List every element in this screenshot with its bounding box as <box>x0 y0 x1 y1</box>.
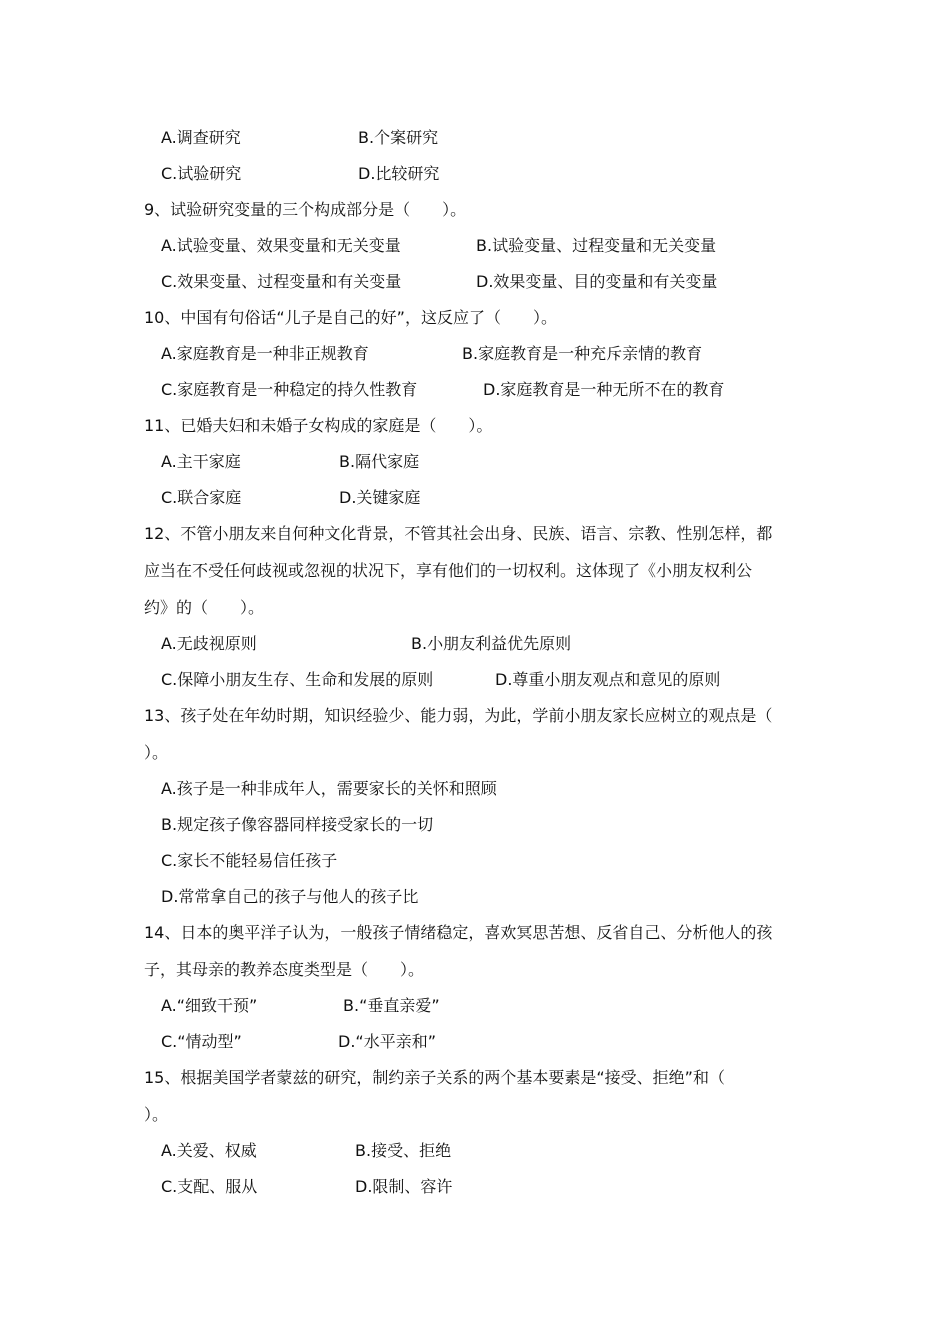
question-10-stem: 10、中国有句俗话“儿子是自己的好”，这反应了（ ）。 <box>144 308 557 327</box>
question-9-stem: 9、试验研究变量的三个构成部分是（ ）。 <box>144 200 467 219</box>
question-14-option-a: A.“细致干预” <box>161 996 258 1015</box>
question-12-option-a: A.无歧视原则 <box>161 634 257 653</box>
question-9-option-a: A.试验变量、效果变量和无关变量 <box>161 236 401 255</box>
question-13-option-d: D.常常拿自己的孩子与他人的孩子比 <box>161 887 419 906</box>
question-13-stem-line-1: 13、孩子处在年幼时期，知识经验少、能力弱，为此，学前小朋友家长应树立的观点是（ <box>144 706 773 725</box>
option-b: B.个案研究 <box>358 128 439 147</box>
question-13-option-c: C.家长不能轻易信任孩子 <box>161 851 338 870</box>
option-a: A.调查研究 <box>161 128 241 147</box>
option-c: C.试验研究 <box>161 164 242 183</box>
question-13-stem-line-2: ）。 <box>144 743 169 762</box>
question-10-option-c: C.家庭教育是一种稳定的持久性教育 <box>161 380 418 399</box>
question-9-option-b: B.试验变量、过程变量和无关变量 <box>476 236 717 255</box>
question-10-option-b: B.家庭教育是一种充斥亲情的教育 <box>462 344 703 363</box>
question-14-stem-line-2: 子，其母亲的教养态度类型是（ ）。 <box>144 960 425 979</box>
question-13-option-a: A.孩子是一种非成年人，需要家长的关怀和照顾 <box>161 779 497 798</box>
question-15-option-c: C.支配、服从 <box>161 1177 258 1196</box>
question-14-option-c: C.“情动型” <box>161 1032 242 1051</box>
question-15-option-b: B.接受、拒绝 <box>355 1141 452 1160</box>
question-15-option-d: D.限制、容许 <box>355 1177 453 1196</box>
question-15-option-a: A.关爱、权威 <box>161 1141 257 1160</box>
question-10-option-d: D.家庭教育是一种无所不在的教育 <box>483 380 725 399</box>
question-15-stem-line-1: 15、根据美国学者蒙兹的研究，制约亲子关系的两个基本要素是“接受、拒绝”和（ <box>144 1068 725 1087</box>
question-14-option-b: B.“垂直亲爱” <box>343 996 440 1015</box>
question-14-option-d: D.“水平亲和” <box>338 1032 436 1051</box>
question-12-stem-line-1: 12、不管小朋友来自何种文化背景，不管其社会出身、民族、语言、宗教、性别怎样，都 <box>144 524 773 543</box>
question-12-stem-line-2: 应当在不受任何歧视或忽视的状况下，享有他们的一切权利。这体现了《小朋友权利公 <box>144 561 753 580</box>
question-12-option-b: B.小朋友利益优先原则 <box>411 634 572 653</box>
question-11-option-a: A.主干家庭 <box>161 452 241 471</box>
question-9-option-d: D.效果变量、目的变量和有关变量 <box>476 272 718 291</box>
question-12-option-d: D.尊重小朋友观点和意见的原则 <box>495 670 721 689</box>
question-11-stem: 11、已婚夫妇和未婚子女构成的家庭是（ ）。 <box>144 416 493 435</box>
question-13-option-b: B.规定孩子像容器同样接受家长的一切 <box>161 815 434 834</box>
question-11-option-b: B.隔代家庭 <box>339 452 420 471</box>
option-d: D.比较研究 <box>358 164 440 183</box>
question-15-stem-line-2: ）。 <box>144 1105 169 1124</box>
question-12-option-c: C.保障小朋友生存、生命和发展的原则 <box>161 670 434 689</box>
question-10-option-a: A.家庭教育是一种非正规教育 <box>161 344 369 363</box>
question-9-option-c: C.效果变量、过程变量和有关变量 <box>161 272 402 291</box>
question-12-stem-line-3: 约》的（ ）。 <box>144 598 265 617</box>
question-14-stem-line-1: 14、日本的奥平洋子认为，一般孩子情绪稳定，喜欢冥思苦想、反省自己、分析他人的孩 <box>144 923 773 942</box>
question-11-option-c: C.联合家庭 <box>161 488 242 507</box>
question-11-option-d: D.关键家庭 <box>339 488 421 507</box>
